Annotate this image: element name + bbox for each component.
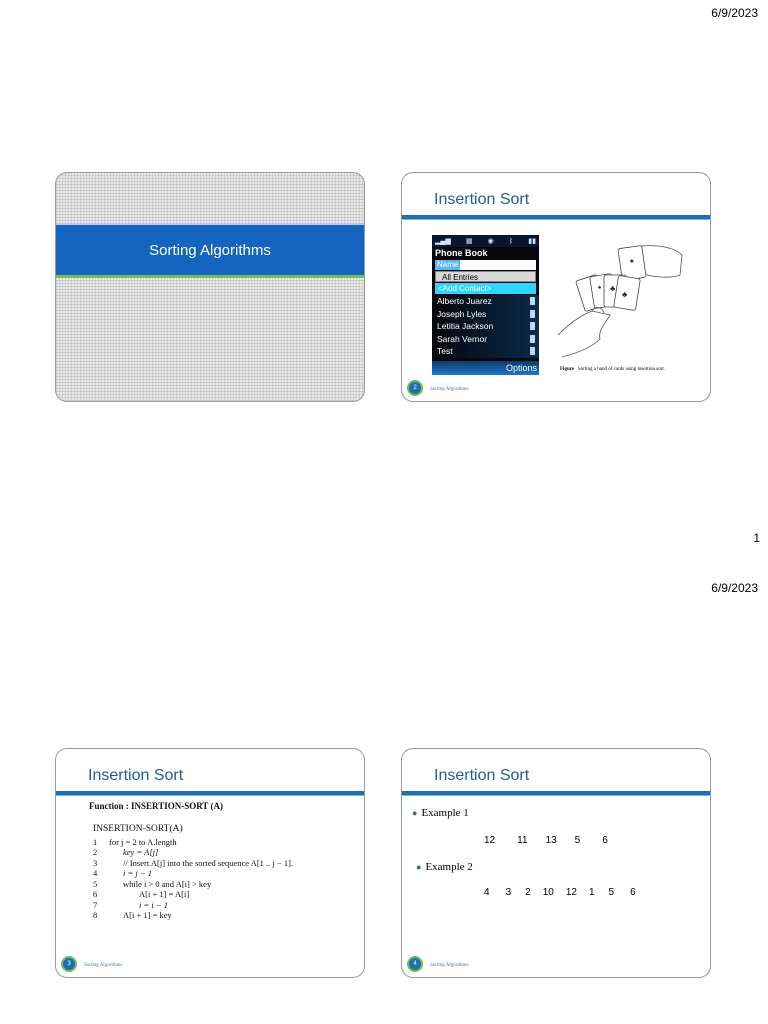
bluetooth-icon: ᛒ <box>508 237 514 245</box>
slide-footer: Sorting Algorithms <box>430 387 469 392</box>
slide-title: Sorting Algorithms <box>149 241 271 259</box>
contact-row: Letitia Jackson <box>432 320 539 333</box>
slide-number-badge: 3 <box>61 956 77 972</box>
slide-title: Insertion Sort <box>434 191 530 208</box>
phone-name-label: Name <box>437 260 459 269</box>
svg-text:♣: ♣ <box>622 290 628 299</box>
slide-title: Insertion Sort <box>88 767 184 784</box>
phone-screenshot <box>432 235 539 375</box>
code-line: for j = 2 to A.length <box>109 837 177 847</box>
bullet-dot-icon: ● <box>416 862 422 872</box>
globe-icon: ◉ <box>487 238 494 245</box>
grid-icon: ▦ <box>465 238 473 245</box>
figure-caption: Figure Sorting a hand of cards using insertion sort. <box>560 367 666 372</box>
title-band <box>56 223 364 278</box>
slide-title: Insertion Sort <box>434 767 530 784</box>
phone-header: Phone Book <box>435 248 488 258</box>
bullet-dot-icon: ● <box>412 808 418 818</box>
code-line-number: 7 <box>93 900 98 910</box>
hand-of-cards-illustration <box>552 235 692 365</box>
code-line: A[i + 1] = A[i] <box>139 889 190 899</box>
slide-footer: Sorting Algorithms <box>84 963 123 968</box>
code-line: // Insert A[j] into the sorted sequence A[1 .. j − 1]. <box>123 858 294 868</box>
page-date: 6/9/2023 <box>711 581 758 595</box>
code-line: i = i − 1 <box>139 900 168 910</box>
pseudocode <box>89 801 359 931</box>
slide-4 <box>401 748 711 978</box>
contact-card-icon <box>530 322 535 330</box>
code-line: i = j − 1 <box>123 868 152 878</box>
contact-card-icon <box>530 310 535 318</box>
svg-text:♣: ♣ <box>610 284 616 293</box>
contact-card-icon <box>530 335 535 343</box>
example-values: 12 11 13 5 6 <box>484 835 608 846</box>
title-rule <box>402 215 710 220</box>
contact-row: Test <box>432 345 539 358</box>
code-line: while i > 0 and A[i] > key <box>123 879 212 889</box>
svg-text:♠: ♠ <box>598 285 602 291</box>
svg-text:♠: ♠ <box>630 258 634 265</box>
phone-add-contact: <Add Contact> <box>435 283 536 294</box>
contact-card-icon <box>530 297 535 305</box>
page-number: 1 <box>753 531 760 545</box>
slide-2 <box>401 172 711 402</box>
code-line-number: 4 <box>93 868 98 878</box>
example-bullet: ● Example 2 <box>416 861 473 873</box>
phone-name-field <box>435 260 536 270</box>
code-line-number: 2 <box>93 847 98 857</box>
slide-number-badge: 4 <box>407 956 423 972</box>
phone-filter: All Entries <box>435 271 536 282</box>
signal-icon: ▂▄▆ <box>435 238 451 245</box>
contact-row: Joseph Lyles <box>432 308 539 321</box>
code-line-number: 1 <box>93 837 98 847</box>
title-rule <box>402 791 710 796</box>
code-line: key = A[j] <box>123 847 159 857</box>
code-line: A[i + 1] = key <box>123 910 172 920</box>
code-line-number: 3 <box>93 858 98 868</box>
battery-icon: ▮▮ <box>528 238 536 245</box>
contact-card-icon <box>530 347 535 355</box>
procedure-name: INSERTION-SORT(A) <box>93 824 183 834</box>
contact-row: Sarah Vernor <box>432 333 539 346</box>
example-bullet: ● Example 1 <box>412 807 469 819</box>
code-line-number: 8 <box>93 910 98 920</box>
phone-status-bar <box>432 235 539 247</box>
code-line-number: 5 <box>93 879 98 889</box>
example-values: 4 3 2 10 12 1 5 6 <box>484 887 636 898</box>
code-line-number: 6 <box>93 889 98 899</box>
slide-number-badge: 2 <box>407 380 423 396</box>
function-line: Function : INSERTION-SORT (A) <box>89 801 223 811</box>
slide-3 <box>55 748 365 978</box>
page-date: 6/9/2023 <box>711 6 758 20</box>
title-rule <box>56 791 364 796</box>
contact-row: Alberto Juarez <box>432 295 539 308</box>
phone-options: Options <box>432 361 539 375</box>
slide-1 <box>55 172 365 402</box>
slide-footer: Sorting Algorithms <box>430 963 469 968</box>
